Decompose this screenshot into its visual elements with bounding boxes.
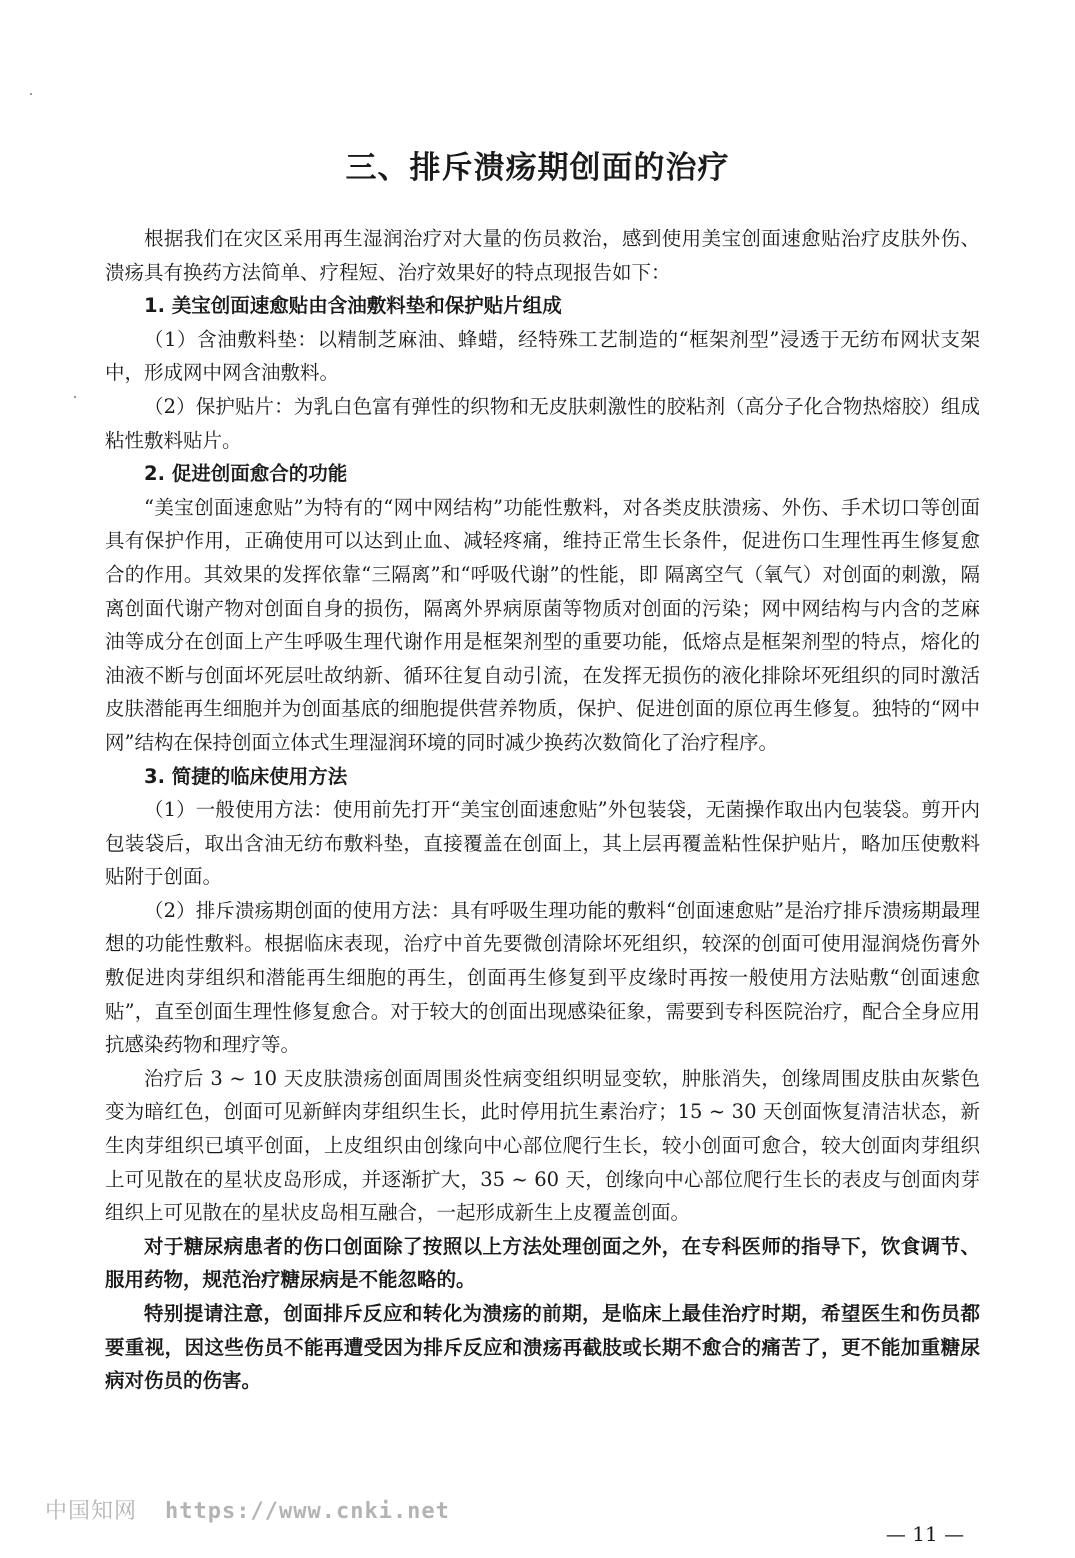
watermark-url: https://www.cnki.net bbox=[165, 1499, 450, 1524]
paragraph-healing-function: “美宝创面速愈贴”为特有的“网中网结构”功能性敷料，对各类皮肤溃疡、外伤、手术切口等创面具有保护作用，正确使用可以达到止血、减轻疼痛，维持正常生长条件，促进伤口生理性再生修复愈合的作用。其效果的发挥依靠“三隔离”和“呼吸代谢”的性能，即 隔离空气（氧气）对创面的刺激，隔离创面代谢产物对创面自身的损伤，隔离外界病原菌等物质对创面的污染；网中网结构与内含的芝麻油等成分在创面上产生呼吸生理代谢作用是框架剂型的重要功能，低熔点是框架剂型的特点，熔化的油液不断与创面坏死层吐故纳新、循环往复自动引流，在发挥无损伤的液化排除坏死组织的同时激活皮肤潜能再生细胞并为创面基底的细胞提供营养物质，保护、促进创面的原位再生修复。独特的“网中网”结构在保持创面立体式生理湿润环境的同时减少换药次数简化了治疗程序。 bbox=[105, 495, 980, 754]
scan-speck bbox=[74, 396, 76, 398]
section-heading-healing-function: 2. 促进创面愈合的功能 bbox=[144, 462, 348, 486]
paragraph-diabetes-note: 对于糖尿病患者的伤口创面除了按照以上方法处理创面之外，在专科医师的指导下，饮食调节、服用药物，规范治疗糖尿病是不能忽略的。 bbox=[105, 1234, 980, 1292]
source-watermark bbox=[45, 1497, 450, 1527]
document-body bbox=[105, 222, 980, 1398]
intro-paragraph: 根据我们在灾区采用再生湿润治疗对大量的伤员救治，感到使用美宝创面速愈贴治疗皮肤外伤、溃疡具有换药方法简单、疗程短、治疗效果好的特点现报告如下： bbox=[105, 227, 980, 284]
paragraph-rejection-ulcer-usage: （2）排斥溃疡期创面的使用方法：具有呼吸生理功能的敷料“创面速愈贴”是治疗排斥溃疡期最理想的功能性敷料。根据临床表现，治疗中首先要微创清除坏死组织，较深的创面可使用湿润烧伤膏外敷促进肉芽组织和潜能再生细胞的再生，创面再生修复到平皮缘时再按一般使用方法贴敷“创面速愈贴”，直至创面生理性修复愈合。对于较大的创面出现感染征象，需要到专科医院治疗，配合全身应用抗感染药物和理疗等。 bbox=[105, 898, 980, 1057]
paragraph-protective-patch: （2）保护贴片：为乳白色富有弹性的织物和无皮肤刺激性的胶粘剂（高分子化合物热熔胶）组成粘性敷料贴片。 bbox=[105, 394, 980, 452]
section-heading-composition: 1. 美宝创面速愈贴由含油敷料垫和保护贴片组成 bbox=[144, 294, 562, 318]
page-title: 三、排斥溃疡期创面的治疗 bbox=[345, 150, 730, 186]
paragraph-special-notice: 特别提请注意，创面排斥反应和转化为溃疡的前期，是临床上最佳治疗时期，希望医生和伤员都要重视，因这些伤员不能再遭受因为排斥反应和溃疡再截肢或长期不愈合的痛苦了，更不能加重糖尿病对伤员的伤害。 bbox=[105, 1302, 980, 1393]
watermark-name: 中国知网 bbox=[45, 1499, 138, 1524]
scan-speck bbox=[30, 93, 32, 95]
paragraph-oil-dressing-pad: （1）含油敷料垫：以精制芝麻油、蜂蜡，经特殊工艺制造的“框架剂型”浸透于无纺布网状支架中，形成网中网含油敷料。 bbox=[105, 327, 980, 385]
paragraph-general-usage: （1）一般使用方法：使用前先打开“美宝创面速愈贴”外包装袋，无菌操作取出内包装袋。剪开内包装袋后，取出含油无纺布敷料垫，直接覆盖在创面上，其上层再覆盖粘性保护贴片，略加压使敷料贴附于创面。 bbox=[105, 798, 980, 889]
section-heading-clinical-use: 3. 简捷的临床使用方法 bbox=[144, 764, 348, 788]
paragraph-treatment-course: 治疗后 3 ~ 10 天皮肤溃疡创面周围炎性病变组织明显变软，肿胀消失，创缘周围皮肤由灰紫色变为暗红色，创面可见新鲜肉芽组织生长，此时停用抗生素治疗；15 ~ 30 天创面恢复清洁状态，新生肉芽组织已填平创面，上皮组织由创缘向中心部位爬行生长，较小创面可愈合，较大创面肉芽组织上可见散在的星状皮岛形成，并逐渐扩大，35 ~ 60 天，创缘向中心部位爬行生长的表皮与创面肉芽组织上可见散在的星状皮岛相互融合，一起形成新生上皮覆盖创面。 bbox=[105, 1066, 980, 1225]
page-number: — 11 — bbox=[885, 1522, 965, 1546]
